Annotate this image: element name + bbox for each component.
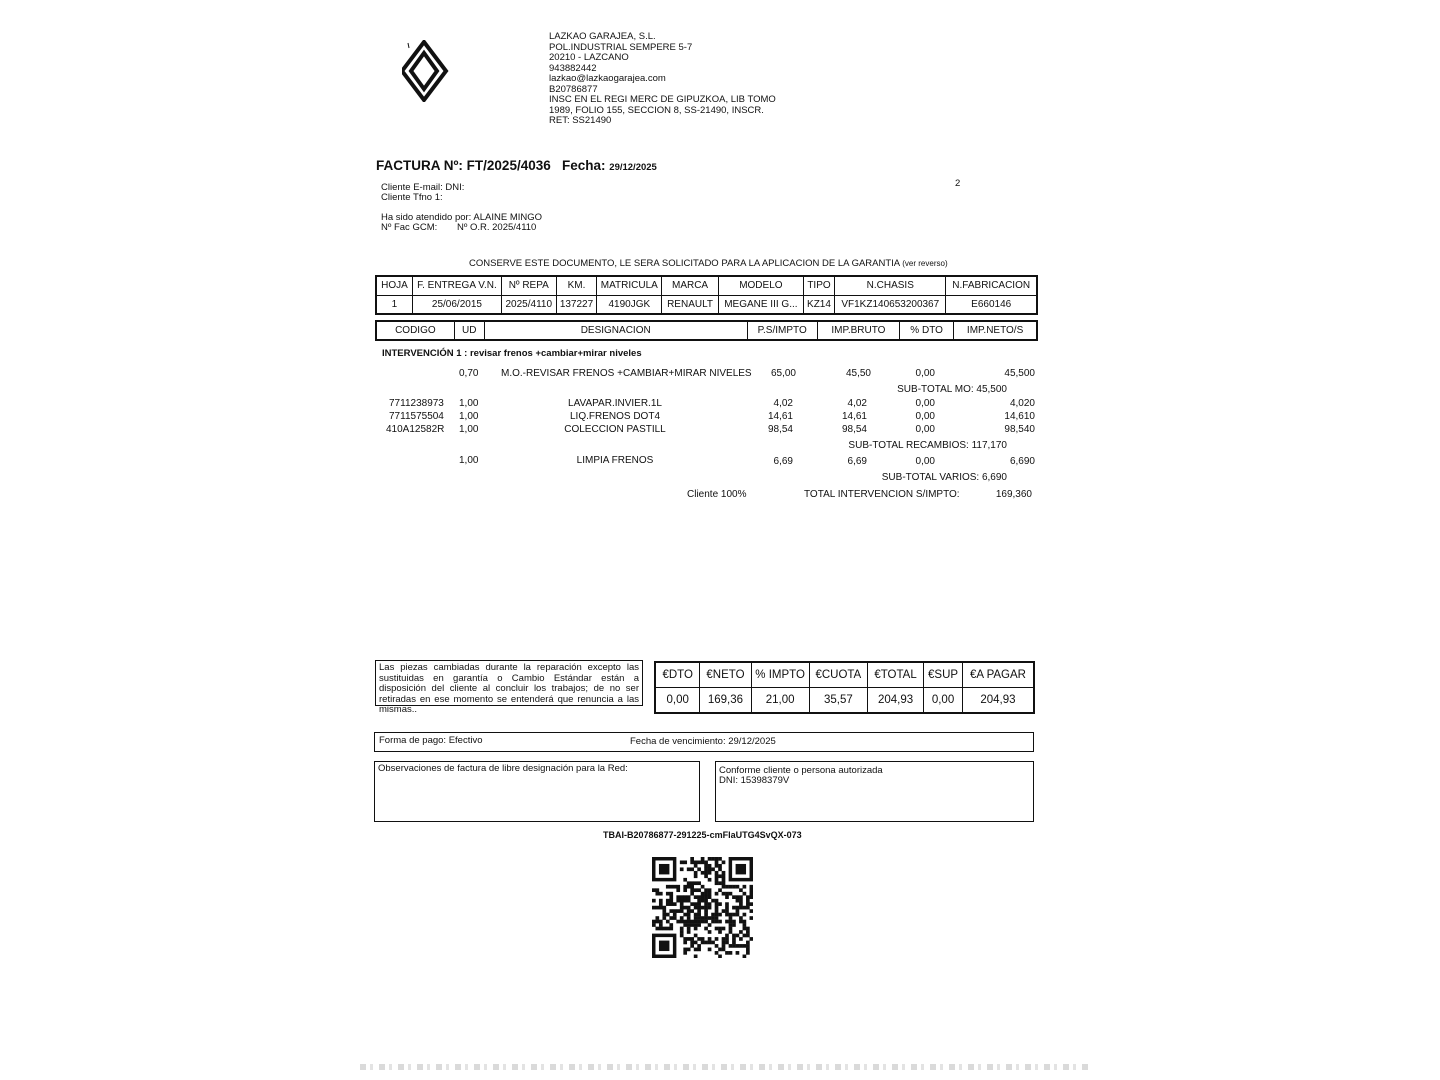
th-km: KM. — [556, 276, 597, 295]
vehicle-table-row — [376, 295, 1037, 314]
part-desc: COLECCION PASTILL — [564, 424, 666, 435]
part-desc: LIQ.FRENOS DOT4 — [569, 411, 660, 422]
company-phone: 943882442 — [549, 62, 597, 74]
labour-gross: 45,50 — [845, 368, 871, 379]
tbai-code: TBAI-B20786877-291225-cmFlaUTG4SvQX-073 — [603, 830, 802, 840]
td-e-sup: 0,00 — [924, 687, 963, 713]
part-gross: 4,02 — [847, 398, 867, 409]
company-address: POL.INDUSTRIAL SEMPERE 5-7 — [549, 41, 693, 53]
td-e-a-pagar: 204,93 — [962, 687, 1034, 713]
company-ret: RET: SS21490 — [549, 115, 612, 126]
td-e-dto: 0,00 — [655, 687, 700, 713]
td-marca: RENAULT — [662, 295, 719, 314]
part-dto: 0,00 — [915, 424, 935, 435]
warranty-notice-small: (ver reverso) — [902, 259, 948, 268]
part-ud: 1,00 — [459, 411, 479, 422]
conforme-label: Conforme cliente o persona autorizada — [719, 765, 883, 776]
td-n-chasis: VF1KZ140653200367 — [835, 295, 946, 314]
cliente-percentage: Cliente 100% — [687, 489, 747, 500]
td-km: 137227 — [556, 295, 597, 314]
th-designacion: DESIGNACION — [484, 321, 747, 340]
misc-net: 6,690 — [1009, 456, 1035, 467]
labour-price: 65,00 — [770, 368, 796, 379]
th-imp-bruto: IMP.BRUTO — [817, 321, 899, 340]
company-info — [549, 32, 776, 127]
company-registry-2: 1989, FOLIO 155, SECCION 8, SS-21490, INSCR. — [549, 104, 764, 116]
observations-box — [374, 761, 700, 822]
renault-logo — [402, 40, 450, 102]
th-pct-impto: % IMPTO — [751, 662, 809, 687]
lines-header — [375, 320, 1038, 341]
part-net: 14,610 — [1004, 411, 1035, 422]
td-tipo: KZ14 — [803, 295, 834, 314]
th-modelo: MODELO — [718, 276, 803, 295]
payment-box — [374, 732, 1034, 752]
part-net: 98,540 — [1004, 424, 1035, 435]
invoice-number: FACTURA Nº: FT/2025/4036 — [376, 158, 551, 173]
labour-ud: 0,70 — [459, 368, 479, 379]
invoice-date: 29/12/2025 — [609, 162, 657, 173]
td-pct-impto: 21,00 — [751, 687, 809, 713]
part-price: 98,54 — [767, 424, 793, 435]
th-n-chasis: N.CHASIS — [835, 276, 946, 295]
th-e-a-pagar: €A PAGAR — [962, 662, 1034, 687]
client-email-dni: Cliente E-mail: DNI: — [381, 182, 465, 193]
subtotal-recambios: SUB-TOTAL RECAMBIOS: 117,170 — [848, 440, 1007, 451]
part-dto: 0,00 — [915, 411, 935, 422]
th-n-fabricacion: N.FABRICACION — [946, 276, 1037, 295]
misc-desc: LIMPIA FRENOS — [576, 455, 654, 466]
part-price: 14,61 — [767, 411, 793, 422]
labour-dto: 0,00 — [915, 368, 935, 379]
labour-desc: M.O.-REVISAR FRENOS +CAMBIAR+MIRAR NIVELES — [501, 368, 752, 379]
parts-notice: Las piezas cambiadas durante la reparación excepto las sustituidas en garantía o Cambio Estándar están a disposición del cliente al concluir los trabajos; de no ser retiradas en ese momento se entenderá que renuncia a las mismas.. — [375, 660, 643, 706]
invoice-title — [376, 158, 657, 173]
part-gross: 14,61 — [841, 411, 867, 422]
total-intervention-label: TOTAL INTERVENCION S/IMPTO: — [804, 489, 960, 500]
or-number: Nº O.R. 2025/4110 — [457, 222, 537, 233]
totals-table — [654, 661, 1035, 714]
vehicle-table — [375, 275, 1038, 315]
client-phone: Cliente Tfno 1: — [381, 192, 443, 203]
th-e-cuota: €CUOTA — [809, 662, 867, 687]
part-code: 7711238973 — [389, 398, 444, 409]
conforme-dni: DNI: 15398379V — [719, 775, 790, 786]
th-hoja: HOJA — [376, 276, 412, 295]
th-n-repa: Nº REPA — [501, 276, 556, 295]
td-matricula: 4190JGK — [597, 295, 662, 314]
company-city: 20210 - LAZCANO — [549, 52, 629, 63]
part-gross: 98,54 — [841, 424, 867, 435]
th-ps-impto: P.S/IMPTO — [747, 321, 817, 340]
td-e-neto: 169,36 — [700, 687, 751, 713]
company-email: lazkao@lazkaogarajea.com — [549, 73, 666, 84]
th-codigo: CODIGO — [376, 321, 454, 340]
part-price: 4,02 — [773, 398, 793, 409]
stray-mark: 2 — [955, 178, 961, 189]
company-registry: INSC EN EL REGI MERC DE GIPUZKOA, LIB TOMO — [549, 94, 776, 105]
warranty-notice-text: CONSERVE ESTE DOCUMENTO, LE SERA SOLICITADO PARA LA APLICACION DE LA GARANTIA — [469, 258, 900, 269]
conforme-box — [715, 761, 1034, 822]
th-e-sup: €SUP — [924, 662, 963, 687]
part-desc: LAVAPAR.INVIER.1L — [568, 398, 662, 409]
payment-method: Forma de pago: Efectivo — [379, 735, 483, 746]
company-cif: B20786877 — [549, 83, 598, 95]
td-f-entrega: 25/06/2015 — [412, 295, 501, 314]
th-tipo: TIPO — [803, 276, 834, 295]
subtotal-mo: SUB-TOTAL MO: 45,500 — [897, 384, 1007, 395]
part-ud: 1,00 — [459, 424, 479, 435]
th-marca: MARCA — [662, 276, 719, 295]
qr-code-icon — [652, 857, 753, 958]
observations-label: Observaciones de factura de libre designación para la Red: — [378, 763, 628, 774]
th-e-total: €TOTAL — [867, 662, 923, 687]
td-n-repa: 2025/4110 — [501, 295, 556, 314]
th-e-neto: €NETO — [700, 662, 751, 687]
total-intervention-value: 169,360 — [995, 489, 1032, 500]
th-matricula: MATRICULA — [597, 276, 662, 295]
misc-ud: 1,00 — [459, 455, 479, 466]
td-n-fabricacion: E660146 — [946, 295, 1037, 314]
th-ud: UD — [454, 321, 484, 340]
company-name: LAZKAO GARAJEA, S.L. — [549, 31, 656, 42]
intervention-title: INTERVENCIÓN 1 : revisar frenos +cambiar+mirar niveles — [382, 348, 642, 359]
misc-dto: 0,00 — [915, 456, 935, 467]
scan-artifact — [360, 1064, 1090, 1070]
subtotal-varios: SUB-TOTAL VARIOS: 6,690 — [881, 472, 1007, 483]
warranty-notice — [469, 258, 948, 269]
td-e-total: 204,93 — [867, 687, 923, 713]
th-imp-neto: IMP.NETO/S — [954, 321, 1037, 340]
misc-gross: 6,69 — [847, 456, 867, 467]
labour-net: 45,500 — [1004, 368, 1035, 379]
td-e-cuota: 35,57 — [809, 687, 867, 713]
part-ud: 1,00 — [459, 398, 479, 409]
misc-price: 6,69 — [773, 456, 793, 467]
th-f-entrega: F. ENTREGA V.N. — [412, 276, 501, 295]
part-net: 4,020 — [1009, 398, 1035, 409]
th-e-dto: €DTO — [655, 662, 700, 687]
td-hoja: 1 — [376, 295, 412, 314]
th-dto: % DTO — [900, 321, 954, 340]
attended-by: Ha sido atendido por: ALAINE MINGO — [381, 212, 543, 223]
payment-due: Fecha de vencimiento: 29/12/2025 — [630, 736, 776, 747]
fac-gcm: Nº Fac GCM: — [381, 222, 438, 233]
part-code: 410A12582R — [386, 424, 445, 435]
td-modelo: MEGANE III G... — [718, 295, 803, 314]
vehicle-table-header — [376, 276, 1037, 295]
part-dto: 0,00 — [915, 398, 935, 409]
invoice-date-label: Fecha: — [562, 158, 606, 173]
part-code: 7711575504 — [389, 411, 444, 422]
